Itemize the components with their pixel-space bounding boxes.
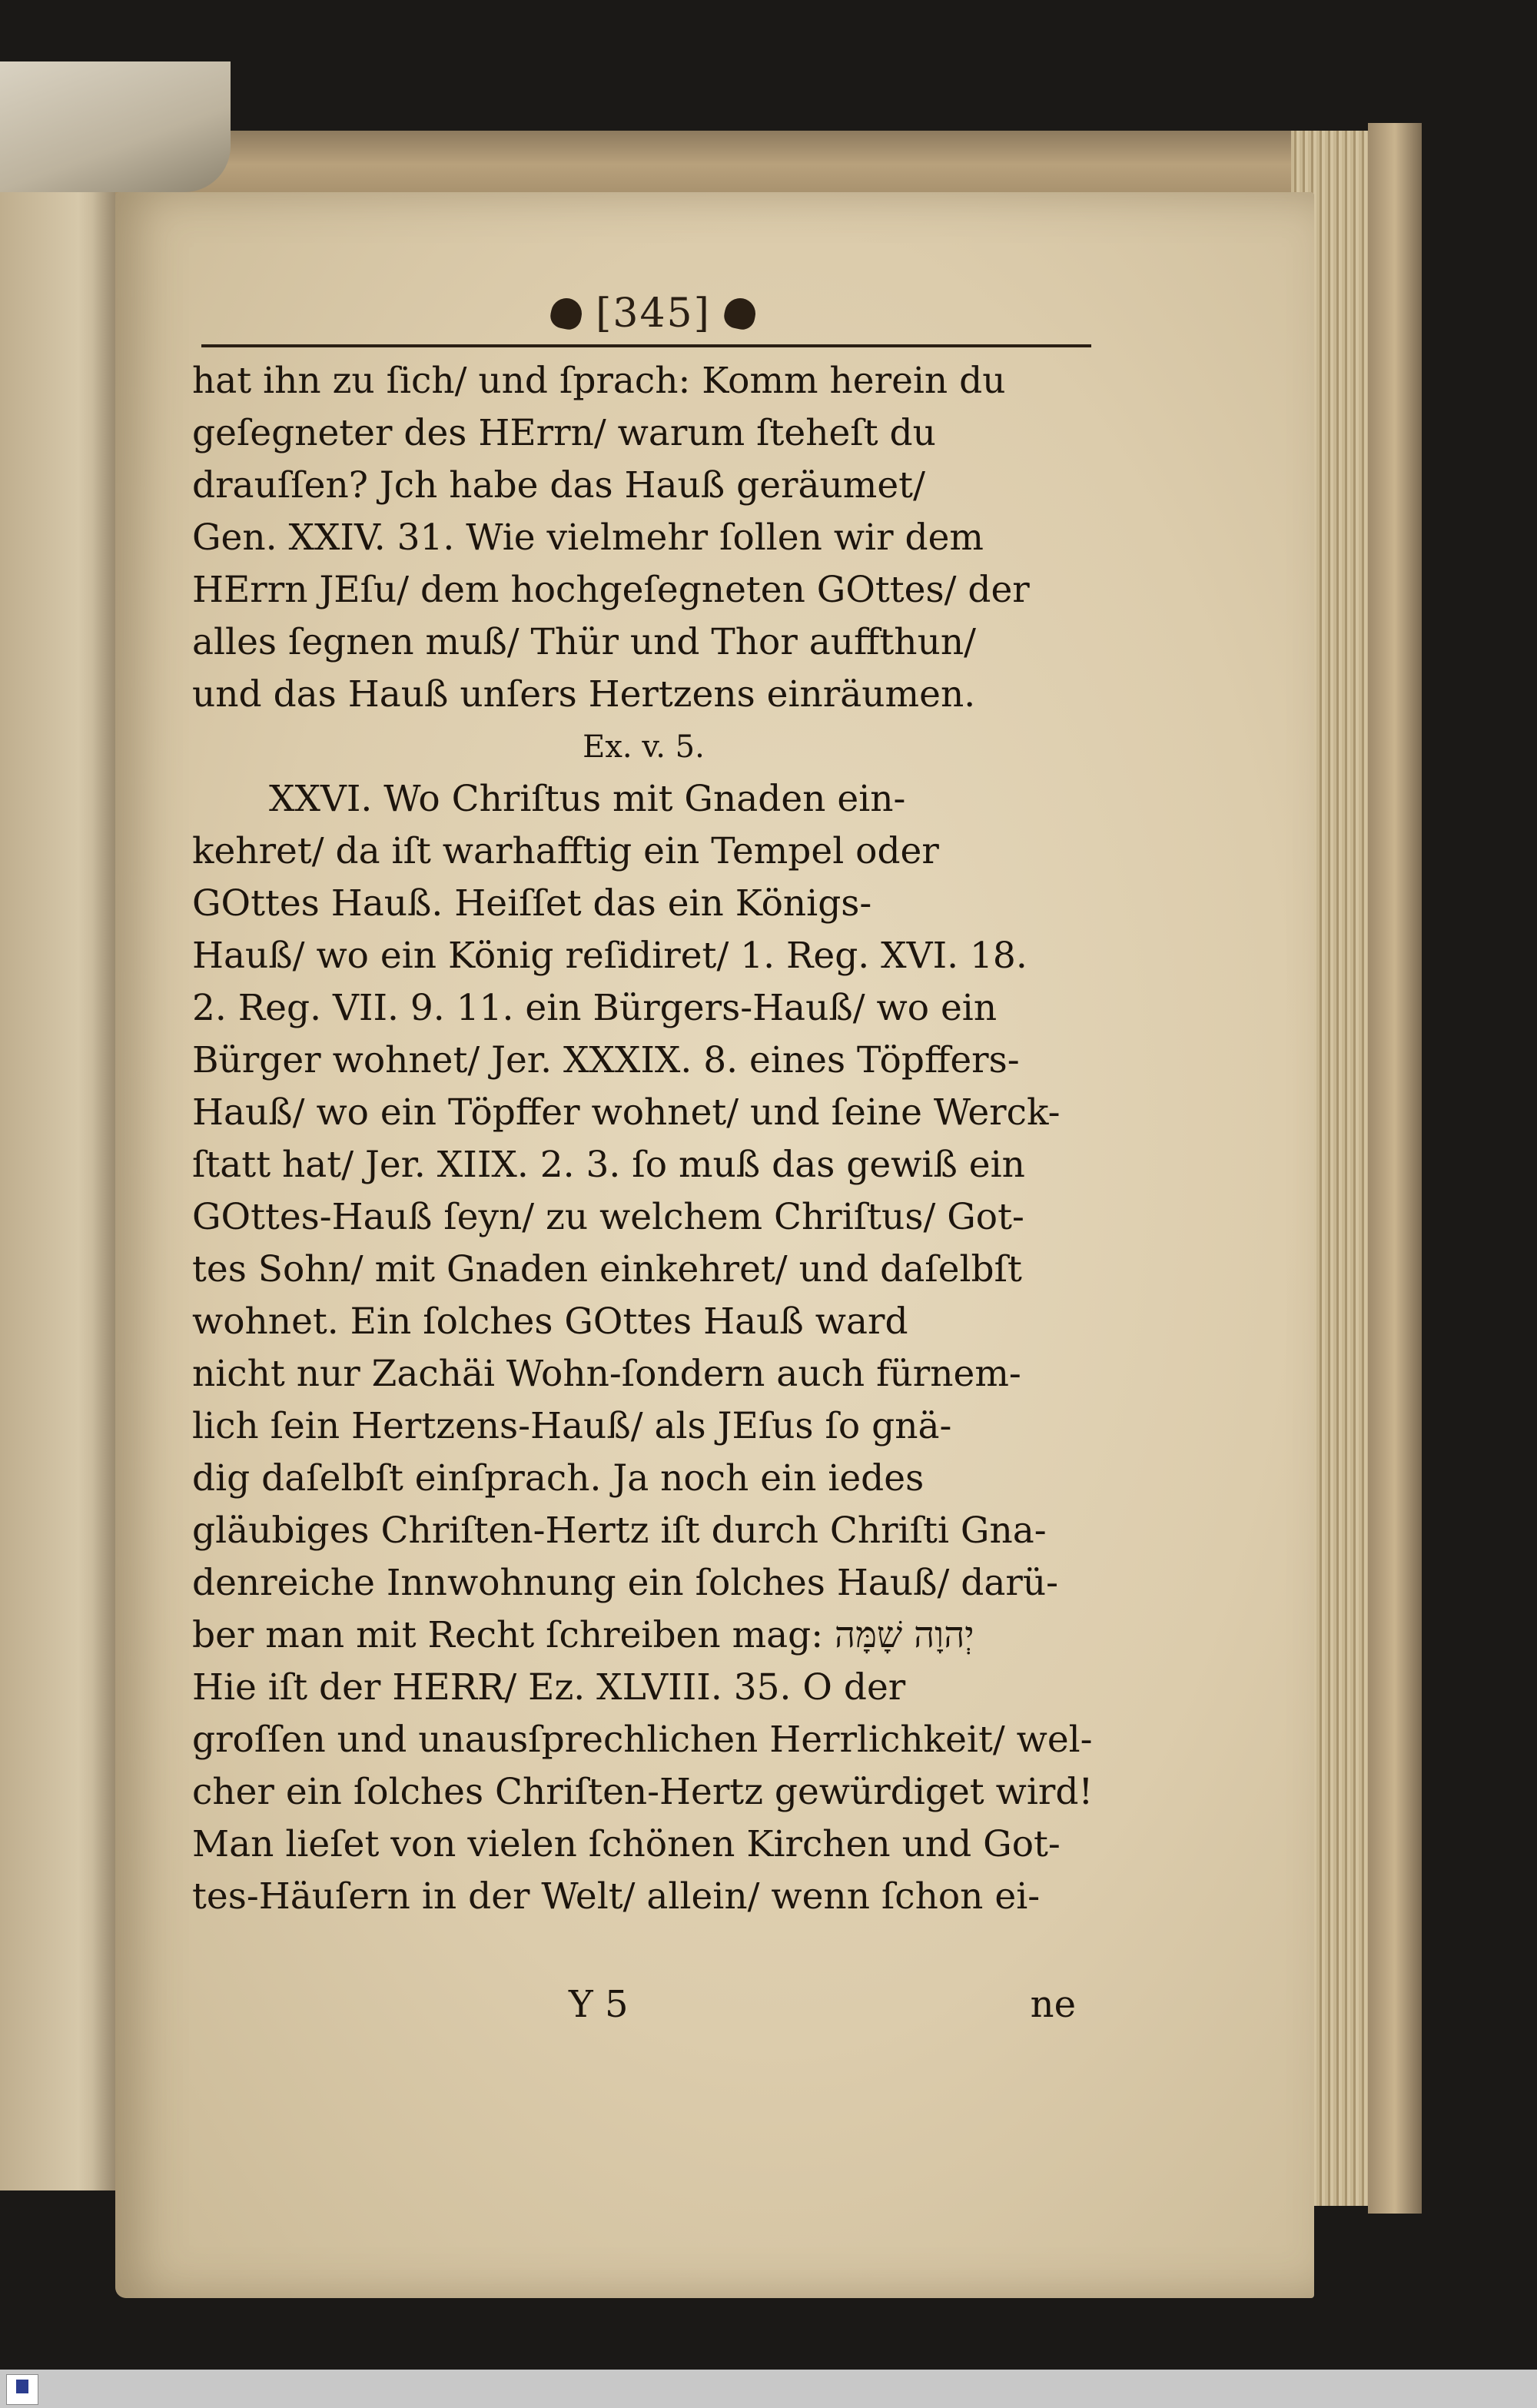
header-rule (201, 344, 1091, 347)
spine-cloth (0, 61, 231, 192)
text-line: ber man mit Recht ſchreiben mag: יְהוָה שָׁמָּה (192, 1614, 974, 1656)
text-line: GOttes-Hauß ſeyn/ zu welchem Chriſtus/ Got- (192, 1196, 1024, 1238)
text-line: Man lieſet von vielen ſchönen Kirchen und Got- (192, 1823, 1061, 1865)
text-line: 2. Reg. VII. 9. 11. ein Bürgers-Hauß/ wo ein (192, 987, 998, 1029)
text-line: groſſen und unausſprechlichen Herrlichkeit/ wel- (192, 1719, 1093, 1761)
text-line: nicht nur Zachäi Wohn-ſondern auch fürnem- (192, 1353, 1021, 1395)
text-line: Bürger wohnet/ Jer. XXXIX. 8. eines Töpffers- (192, 1039, 1020, 1081)
text-line: Hauß/ wo ein König reſidiret/ 1. Reg. XVI. 18. (192, 935, 1027, 977)
book-cover-board (1368, 123, 1422, 2214)
text-block (192, 355, 1095, 2031)
ornament-right-icon (722, 295, 758, 331)
text-line: Hauß/ wo ein Töpffer wohnet/ und ſeine Werck- (192, 1091, 1061, 1134)
text-line: und das Hauß unſers Hertzens einräumen. (192, 673, 976, 716)
text-line: dig daſelbſt einſprach. Ja noch ein iedes (192, 1457, 925, 1500)
text-line: lich ſein Hertzens-Hauß/ als JEſus ſo gnä- (192, 1405, 952, 1447)
viewer-bottom-bar (0, 2370, 1537, 2408)
text-line: GOttes Hauß. Heiſſet das ein Königs- (192, 882, 872, 925)
text-line: Hie iſt der HERR/ Ez. XLVIII. 35. O der (192, 1666, 906, 1709)
page-footer (192, 1983, 1076, 2037)
text-line: HErrn JEſu/ dem hochgeſegneten GOttes/ der (192, 569, 1030, 611)
text-line: hat ihn zu ſich/ und ſprach: Komm herein du (192, 360, 1006, 402)
text-line-reference: Ex. v. 5. (583, 729, 705, 765)
library-logo-icon (6, 2374, 38, 2405)
text-line: wohnet. Ein ſolches GOttes Hauß ward (192, 1300, 908, 1343)
catchword: ne (1030, 1983, 1076, 2026)
text-line: gläubiges Chriſten-Hertz iſt durch Chriſti Gna- (192, 1510, 1047, 1552)
text-line: geſegneter des HErrn/ warum ſteheſt du (192, 412, 936, 454)
text-line-section-start: XXVI. Wo Chriſtus mit Gnaden ein- (269, 778, 906, 820)
text-line: tes-Häuſern in der Welt/ allein/ wenn ſchon ei- (192, 1875, 1041, 1918)
text-line: Gen. XXIV. 31. Wie vielmehr ſollen wir dem (192, 516, 984, 559)
ornament-left-icon (548, 295, 584, 331)
text-line: ſtatt hat/ Jer. XIIX. 2. 3. ſo muß das gewiß ein (192, 1144, 1025, 1186)
page-number: [345] (596, 291, 711, 337)
text-line: denreiche Innwohnung ein ſolches Hauß/ darü- (192, 1562, 1058, 1604)
text-line: alles ſegnen muß/ Thür und Thor auffthun/ (192, 621, 976, 663)
text-line: cher ein ſolches Chriſten-Hertz gewürdiget wird! (192, 1771, 1094, 1813)
text-line: kehret/ da iſt warhafftig ein Tempel oder (192, 830, 939, 872)
signature-mark: Y 5 (569, 1983, 629, 2026)
text-line: drauſſen? Jch habe das Hauß geräumet/ (192, 464, 925, 507)
text-line: tes Sohn/ mit Gnaden einkehret/ und daſelbſt (192, 1248, 1022, 1290)
page-header (507, 286, 799, 341)
